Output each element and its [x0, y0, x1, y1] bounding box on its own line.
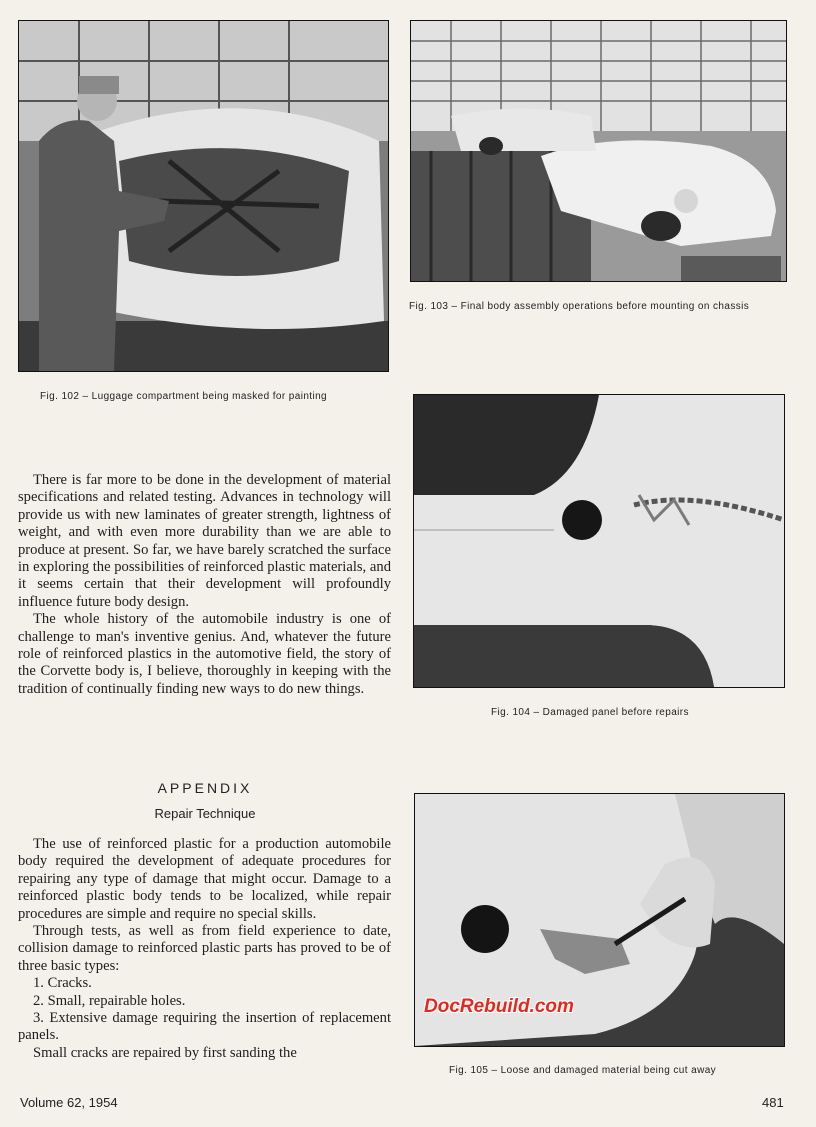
appendix-closing: Small cracks are repaired by first sanding the [33, 1044, 297, 1061]
appendix-body [18, 836, 391, 1062]
appendix-title: APPENDIX [157, 780, 253, 796]
footer-volume: Volume 62, 1954 [20, 1095, 118, 1110]
list-item: 1. Cracks. [33, 975, 92, 992]
article-body [18, 472, 391, 698]
fig-104-photo [413, 394, 785, 688]
fig-103-photo [410, 20, 787, 282]
list-item: 2. Small, repairable holes. [33, 992, 186, 1009]
watermark: DocRebuild.com [424, 996, 574, 1017]
footer-page-number: 481 [762, 1095, 784, 1110]
appendix-paragraph: Through tests, as well as from field experience to date, collision damage to reinforced plastic parts has proved to be of three basic types: [18, 923, 391, 974]
article-paragraph: The whole history of the automobile industry is one of challenge to man's inventive genius. And, whatever the future role of reinforced plastics in the automotive field, the story of the Corvette body is, I believe, thoroughly in keeping with the tradition of continually finding new ways to do new things. [18, 611, 391, 697]
fig-104-caption: Fig. 104 – Damaged panel before repairs [491, 707, 689, 718]
fig-102-photo [18, 20, 389, 372]
list-item: 3. Extensive damage requiring the insertion of replacement panels. [18, 1010, 391, 1044]
appendix-paragraph: The use of reinforced plastic for a production automobile body required the development of adequate procedures for repairing any type of damage that might occur. Damage to a reinforced plastic body tends to be localized, while repair procedures are simple and require no special skills. [18, 836, 391, 922]
fig-102-caption: Fig. 102 – Luggage compartment being masked for painting [40, 391, 328, 402]
fig-105-caption: Fig. 105 – Loose and damaged material being cut away [449, 1065, 717, 1076]
appendix-subtitle: Repair Technique [154, 806, 256, 821]
article-paragraph: There is far more to be done in the development of material specifications and related testing. Advances in technology will provide us with new laminates of greater strength, lightness of weight, and with even more durability than we are able to produce at present. So far, we have barely scratched the surface in exploring the possibilities of reinforced plastic materials, and it seems certain that their development will profoundly influence future body design. [18, 472, 391, 610]
fig-103-caption: Fig. 103 – Final body assembly operations before mounting on chassis [409, 301, 750, 312]
